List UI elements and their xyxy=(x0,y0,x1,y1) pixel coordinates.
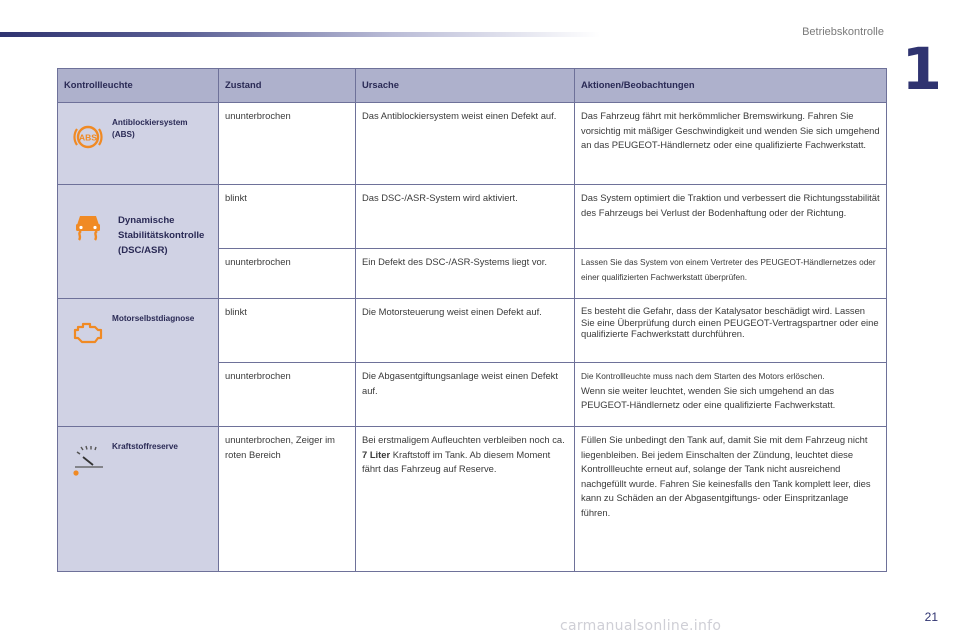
abs-warning-icon xyxy=(68,117,108,157)
aktion-cell: Das System optimiert die Traktion und verbessert die Richtungsstabilität des Fahrzeugs bei Verlust der Bodenhaftung oder der Richtung. xyxy=(575,185,887,249)
zustand-cell: ununterbrochen xyxy=(219,249,356,299)
zustand-cell: ununterbrochen xyxy=(219,363,356,427)
lamp-name-abs: Antiblockiersystem (ABS) xyxy=(112,118,188,139)
header-accent-bar xyxy=(0,32,600,37)
chapter-number: 1 xyxy=(901,35,942,103)
warning-lights-table xyxy=(57,68,887,572)
table-row xyxy=(58,103,887,185)
engine-check-icon xyxy=(68,313,108,353)
table-row xyxy=(58,299,887,363)
ursache-cell xyxy=(356,427,575,572)
column-header-ursache: Ursache xyxy=(356,69,575,103)
svg-text:ABS: ABS xyxy=(79,132,97,143)
dsc-skid-icon xyxy=(68,207,108,247)
ursache-cell: Das Antiblockiersystem weist einen Defekt auf. xyxy=(356,103,575,185)
aktion-cell: Das Fahrzeug fährt mit herkömmlicher Bremswirkung. Fahren Sie vorsichtig mit mäßiger Geschwindigkeit und wenden Sie sich umgehend an das PEUGEOT-Händlernetz oder eine qualifizierte Fachwerkstatt. xyxy=(575,103,887,185)
lamp-name-fuel: Kraftstoffreserve xyxy=(112,442,178,451)
ursache-text: Bei erstmaligem Aufleuchten verbleiben noch ca. xyxy=(362,434,565,445)
ursache-cell: Die Abgasentgiftungsanlage weist einen Defekt auf. xyxy=(356,363,575,427)
lamp-cell-abs xyxy=(58,103,219,185)
zustand-cell: blinkt xyxy=(219,185,356,249)
ursache-cell: Die Motorsteuerung weist einen Defekt auf. xyxy=(356,299,575,363)
lamp-cell-dsc xyxy=(58,185,219,299)
ursache-cell: Das DSC-/ASR-System wird aktiviert. xyxy=(356,185,575,249)
zustand-cell: ununterbrochen, Zeiger im roten Bereich xyxy=(219,427,356,572)
lamp-name-engine: Motorselbstdiagnose xyxy=(112,314,195,323)
lamp-name-dsc: Dynamische Stabilitätskontrolle (DSC/ASR) xyxy=(118,215,205,256)
column-header-kontrollleuchte: Kontrollleuchte xyxy=(58,69,219,103)
ursache-cell: Ein Defekt des DSC-/ASR-Systems liegt vor. xyxy=(356,249,575,299)
column-header-zustand: Zustand xyxy=(219,69,356,103)
lamp-cell-engine xyxy=(58,299,219,427)
section-title: Betriebskontrolle xyxy=(802,26,884,38)
fuel-gauge-icon xyxy=(68,441,108,481)
zustand-cell: blinkt xyxy=(219,299,356,363)
table-header-row xyxy=(58,69,887,103)
aktion-cell: Füllen Sie unbedingt den Tank auf, damit Sie mit dem Fahrzeug nicht liegenbleiben. Bei jedem Einschalten der Zündung, leuchtet diese Kontrollleuchte erneut auf, solange der Tank nicht ausreichend nachgefüllt wurde. Fahren Sie keinesfalls den Tank komplett leer, dies kann zu Schäden an der Abgasentgiftungs- oder Einspritzanlage führen. xyxy=(575,427,887,572)
zustand-cell: ununterbrochen xyxy=(219,103,356,185)
table-row xyxy=(58,185,887,249)
aktion-text: Wenn sie weiter leuchtet, wenden Sie sich umgehend an das PEUGEOT-Händlernetz oder eine qualifizierte Fachwerkstatt. xyxy=(581,384,836,410)
aktion-cell: Es besteht die Gefahr, dass der Katalysator beschädigt wird. Lassen Sie eine Überprüfung durch einen PEUGEOT-Vertragspartner oder eine qualifizierte Fachwerkstatt durchführen. xyxy=(575,299,887,363)
aktion-cell xyxy=(575,363,887,427)
ursache-text: Kraftstoff im Tank. Ab diesem Moment fährt das Fahrzeug auf Reserve. xyxy=(362,448,551,474)
aktion-cell: Lassen Sie das System von einem Vertreter des PEUGEOT-Händlernetzes oder einer qualifizierten Fachwerkstatt überprüfen. xyxy=(575,249,887,299)
watermark: carmanualsonline.info xyxy=(560,618,722,634)
ursache-bold: 7 Liter xyxy=(362,448,391,460)
lamp-cell-fuel xyxy=(58,427,219,572)
page-number: 21 xyxy=(924,610,938,624)
column-header-aktionen: Aktionen/Beobachtungen xyxy=(575,69,887,103)
table-row xyxy=(58,427,887,572)
aktion-note: Die Kontrollleuchte muss nach dem Starten des Motors erlöschen. xyxy=(581,371,825,381)
